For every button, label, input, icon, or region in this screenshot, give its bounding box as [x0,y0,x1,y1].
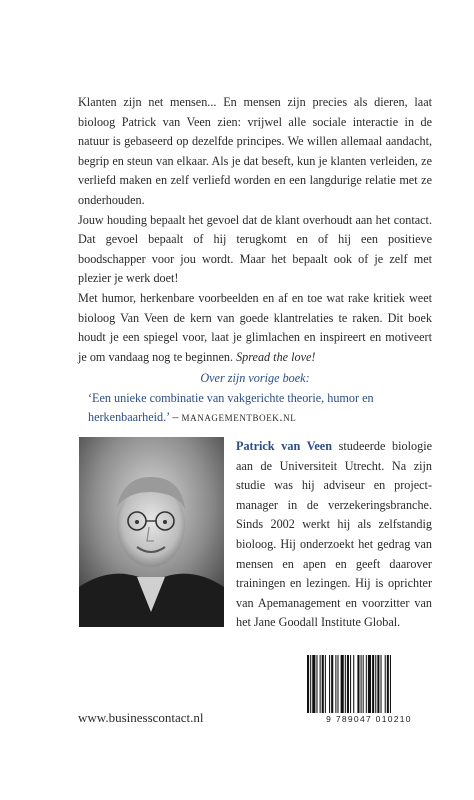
blurb-paragraph-text: Met humor, herkenbare voorbeelden en af en toe wat rake kritiek weet bioloog Van Veen de kern van goede klantrelaties te raken. Dit boek houdt je een spiegel voor, laat je glimlachen en inspireert en motiveert je om vandaag nog te beginnen. [78,290,432,364]
barcode-bar [331,655,333,713]
barcode-bar [353,655,354,713]
quote-dash: – [169,410,182,425]
barcode-bar [381,655,382,713]
barcode-bar [366,655,367,713]
barcode-bar [347,655,349,713]
quote-text: ‘Een unieke combinatie van vakgerichte theorie, humor en herkenbaarheid.’ [88,390,374,425]
barcode-bar [385,655,386,713]
author-portrait-image [79,437,224,627]
barcode-bar [345,655,346,713]
barcode-bar [329,655,330,713]
barcode-bar [322,655,324,713]
barcode-bar [341,655,344,713]
barcode-bar [390,655,391,713]
author-name: Patrick van Veen [236,439,332,453]
author-bio-text: studeerde biologie aan de Universiteit Utrecht. Na zijn studie was hij adviseur en projectmanager in de verzekeringsbranche. Sinds 2002 werkt hij als zelfstandig bioloog. Hij onderzoekt het gedrag van mensen en apen en geeft daarover trainingen en lezingen. Hij is oprichter van Apemanagement en voorzitter van het Jane Goodall Institute Global. [236,439,432,630]
blurb-paragraph: Klanten zijn net mensen... En mensen zijn precies als dieren, laat bioloog Patrick van Veen zien: vrijwel alle sociale interactie in de natuur is gebaseerd op dezelfde principes. We willen allemaal aandacht, begrip en steun van elkaar. Als je dat beseft, kun je klanten verleiden, ze verliefd maken en zelf verliefd worden en een langdurige relatie met ze onderhouden. [78,95,432,207]
barcode-bar [312,655,315,713]
tagline: Spread the love! [236,349,316,364]
review-quote [78,369,432,428]
blurb [78,93,432,367]
barcode-bar [357,655,359,713]
publisher-website[interactable]: www.businesscontact.nl [78,710,204,725]
barcode-bar [361,655,362,713]
barcode-bar [337,655,338,713]
barcode-bar [372,655,374,713]
isbn-number: 9 789047 010210 [305,714,433,724]
barcode-bars [305,655,433,713]
barcode-bar [307,655,309,713]
barcode-bar [350,655,351,713]
quote-source: managementboek.nl [181,410,297,425]
quote-heading: Over zijn vorige boek: [200,371,310,385]
barcode-bar [310,655,311,713]
blurb-paragraph: Jouw houding bepaalt het gevoel dat de klant overhoudt aan het contact. Dat gevoel bepaalt of hij terugkomt en of hij een positieve boodschapper voor jou wordt. Maar het bepaalt ook of je zelf met plezier je werk doet! [78,212,432,286]
barcode-bar [377,655,379,713]
barcode-bar [368,655,371,713]
author-bio [236,437,432,633]
blurb-paragraph [78,289,432,367]
barcode-bar [316,655,317,713]
author-photo [79,437,224,627]
barcode-bar [335,655,336,713]
barcode-bar [363,655,364,713]
barcode-bar [320,655,321,713]
barcode-bar [325,655,326,713]
barcode-bar [387,655,389,713]
barcode-bar [375,655,376,713]
quote-text-line [78,389,432,428]
